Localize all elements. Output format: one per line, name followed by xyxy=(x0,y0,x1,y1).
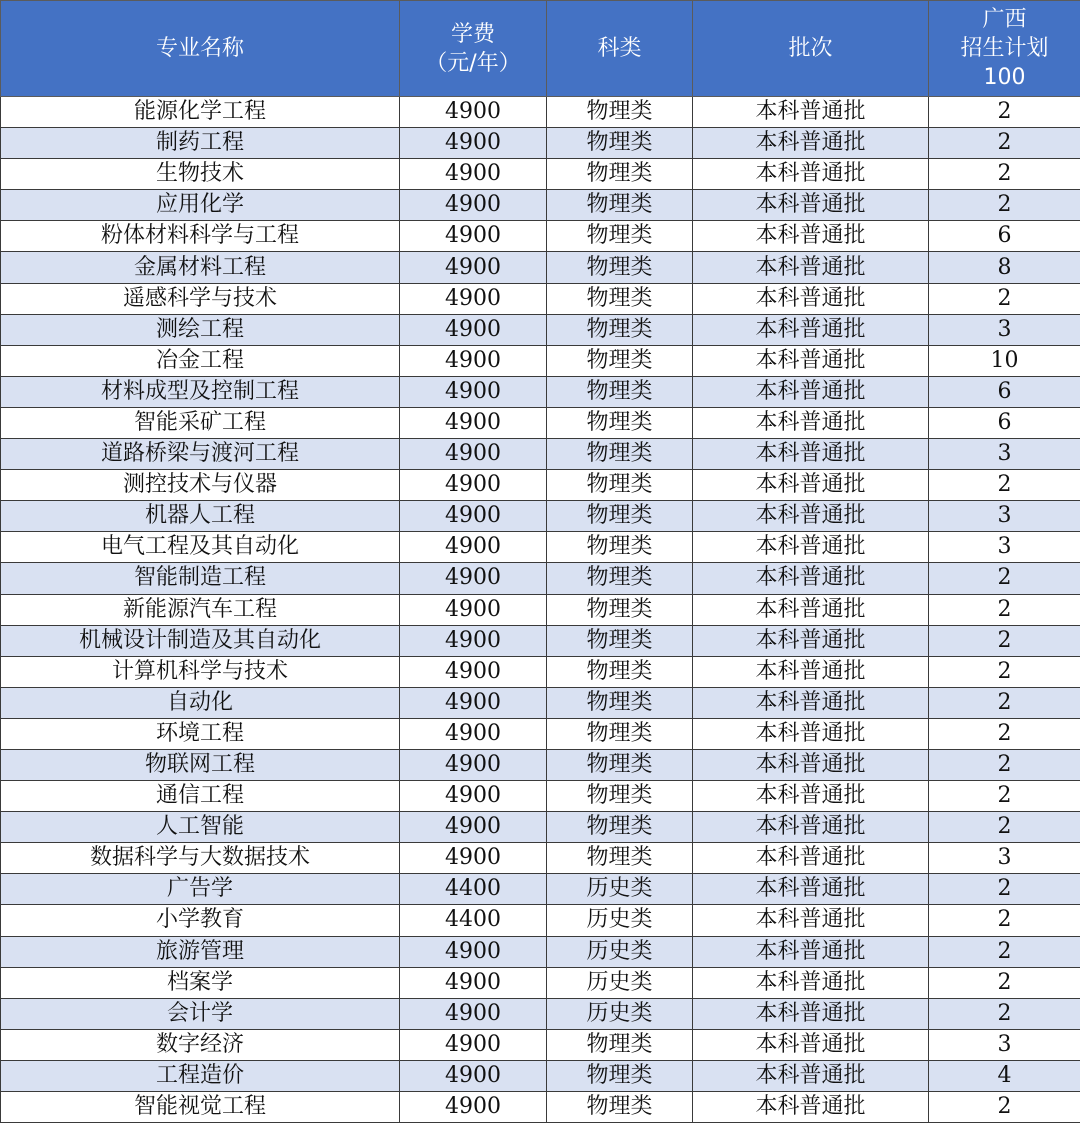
subject-cell: 物理类 xyxy=(547,625,693,656)
major-cell: 环境工程 xyxy=(1,718,400,749)
tuition-cell: 4900 xyxy=(400,532,547,563)
tuition-cell: 4400 xyxy=(400,874,547,905)
tuition-cell: 4900 xyxy=(400,252,547,283)
tuition-cell: 4900 xyxy=(400,190,547,221)
major-cell: 金属材料工程 xyxy=(1,252,400,283)
subject-cell: 历史类 xyxy=(547,936,693,967)
major-cell: 材料成型及控制工程 xyxy=(1,376,400,407)
batch-cell: 本科普通批 xyxy=(693,407,929,438)
batch-cell: 本科普通批 xyxy=(693,687,929,718)
header-tuition-line1: 学费 xyxy=(400,20,546,49)
subject-cell: 物理类 xyxy=(547,128,693,159)
batch-cell: 本科普通批 xyxy=(693,749,929,780)
subject-cell: 物理类 xyxy=(547,718,693,749)
tuition-cell: 4900 xyxy=(400,439,547,470)
subject-cell: 物理类 xyxy=(547,407,693,438)
table-row xyxy=(1,470,1080,501)
plan-cell: 6 xyxy=(929,376,1080,407)
table-row xyxy=(1,936,1080,967)
table-row xyxy=(1,967,1080,998)
major-cell: 机器人工程 xyxy=(1,501,400,532)
tuition-cell: 4900 xyxy=(400,936,547,967)
tuition-cell: 4900 xyxy=(400,967,547,998)
table-row xyxy=(1,874,1080,905)
major-cell: 电气工程及其自动化 xyxy=(1,532,400,563)
batch-cell: 本科普通批 xyxy=(693,594,929,625)
subject-cell: 物理类 xyxy=(547,376,693,407)
tuition-cell: 4900 xyxy=(400,159,547,190)
plan-cell: 2 xyxy=(929,749,1080,780)
major-cell: 数字经济 xyxy=(1,1029,400,1060)
table-row xyxy=(1,532,1080,563)
tuition-cell: 4900 xyxy=(400,376,547,407)
subject-cell: 物理类 xyxy=(547,843,693,874)
tuition-cell: 4900 xyxy=(400,749,547,780)
tuition-cell: 4900 xyxy=(400,843,547,874)
tuition-cell: 4900 xyxy=(400,687,547,718)
plan-cell: 3 xyxy=(929,843,1080,874)
subject-cell: 历史类 xyxy=(547,998,693,1029)
batch-cell: 本科普通批 xyxy=(693,221,929,252)
major-cell: 物联网工程 xyxy=(1,749,400,780)
tuition-cell: 4900 xyxy=(400,781,547,812)
plan-cell: 2 xyxy=(929,159,1080,190)
plan-cell: 2 xyxy=(929,998,1080,1029)
tuition-cell: 4900 xyxy=(400,998,547,1029)
subject-cell: 物理类 xyxy=(547,221,693,252)
plan-cell: 2 xyxy=(929,812,1080,843)
batch-cell: 本科普通批 xyxy=(693,97,929,128)
header-plan-line2: 招生计划 xyxy=(929,34,1080,63)
header-tuition xyxy=(400,1,547,97)
plan-cell: 2 xyxy=(929,718,1080,749)
plan-cell: 2 xyxy=(929,470,1080,501)
major-cell: 人工智能 xyxy=(1,812,400,843)
header-plan-total: 100 xyxy=(929,63,1080,92)
plan-cell: 2 xyxy=(929,936,1080,967)
plan-cell: 3 xyxy=(929,501,1080,532)
subject-cell: 物理类 xyxy=(547,283,693,314)
tuition-cell: 4900 xyxy=(400,97,547,128)
subject-cell: 物理类 xyxy=(547,687,693,718)
major-cell: 道路桥梁与渡河工程 xyxy=(1,439,400,470)
table-row xyxy=(1,128,1080,159)
batch-cell: 本科普通批 xyxy=(693,1060,929,1091)
tuition-cell: 4900 xyxy=(400,221,547,252)
table-row xyxy=(1,376,1080,407)
major-cell: 遥感科学与技术 xyxy=(1,283,400,314)
major-cell: 计算机科学与技术 xyxy=(1,656,400,687)
tuition-cell: 4900 xyxy=(400,812,547,843)
batch-cell: 本科普通批 xyxy=(693,563,929,594)
tuition-cell: 4900 xyxy=(400,345,547,376)
subject-cell: 物理类 xyxy=(547,594,693,625)
table-row xyxy=(1,998,1080,1029)
plan-cell: 3 xyxy=(929,314,1080,345)
plan-cell: 3 xyxy=(929,1029,1080,1060)
plan-cell: 2 xyxy=(929,781,1080,812)
batch-cell: 本科普通批 xyxy=(693,439,929,470)
header-batch-label: 批次 xyxy=(693,34,928,63)
batch-cell: 本科普通批 xyxy=(693,625,929,656)
table-row xyxy=(1,563,1080,594)
tuition-cell: 4900 xyxy=(400,656,547,687)
plan-cell: 3 xyxy=(929,532,1080,563)
plan-cell: 8 xyxy=(929,252,1080,283)
header-major xyxy=(1,1,400,97)
table-row xyxy=(1,221,1080,252)
batch-cell: 本科普通批 xyxy=(693,936,929,967)
batch-cell: 本科普通批 xyxy=(693,532,929,563)
batch-cell: 本科普通批 xyxy=(693,345,929,376)
table-row xyxy=(1,1092,1080,1123)
tuition-cell: 4900 xyxy=(400,1060,547,1091)
subject-cell: 物理类 xyxy=(547,501,693,532)
table-row xyxy=(1,190,1080,221)
subject-cell: 历史类 xyxy=(547,905,693,936)
plan-cell: 2 xyxy=(929,967,1080,998)
batch-cell: 本科普通批 xyxy=(693,812,929,843)
batch-cell: 本科普通批 xyxy=(693,314,929,345)
subject-cell: 物理类 xyxy=(547,1029,693,1060)
batch-cell: 本科普通批 xyxy=(693,998,929,1029)
subject-cell: 物理类 xyxy=(547,749,693,780)
subject-cell: 物理类 xyxy=(547,563,693,594)
batch-cell: 本科普通批 xyxy=(693,128,929,159)
major-cell: 机械设计制造及其自动化 xyxy=(1,625,400,656)
header-tuition-line2: （元/年） xyxy=(400,49,546,78)
batch-cell: 本科普通批 xyxy=(693,967,929,998)
tuition-cell: 4900 xyxy=(400,563,547,594)
table-header xyxy=(1,1,1080,97)
subject-cell: 物理类 xyxy=(547,97,693,128)
table-row xyxy=(1,905,1080,936)
table-row xyxy=(1,718,1080,749)
tuition-cell: 4900 xyxy=(400,128,547,159)
plan-cell: 2 xyxy=(929,594,1080,625)
subject-cell: 物理类 xyxy=(547,781,693,812)
batch-cell: 本科普通批 xyxy=(693,905,929,936)
table-row xyxy=(1,812,1080,843)
batch-cell: 本科普通批 xyxy=(693,718,929,749)
major-cell: 智能制造工程 xyxy=(1,563,400,594)
major-cell: 智能采矿工程 xyxy=(1,407,400,438)
plan-cell: 2 xyxy=(929,625,1080,656)
header-batch xyxy=(693,1,929,97)
plan-cell: 10 xyxy=(929,345,1080,376)
subject-cell: 物理类 xyxy=(547,532,693,563)
header-subject xyxy=(547,1,693,97)
header-major-label: 专业名称 xyxy=(1,34,399,63)
table-row xyxy=(1,656,1080,687)
tuition-cell: 4900 xyxy=(400,594,547,625)
plan-cell: 2 xyxy=(929,874,1080,905)
batch-cell: 本科普通批 xyxy=(693,159,929,190)
major-cell: 测绘工程 xyxy=(1,314,400,345)
major-cell: 生物技术 xyxy=(1,159,400,190)
tuition-cell: 4900 xyxy=(400,283,547,314)
batch-cell: 本科普通批 xyxy=(693,656,929,687)
plan-cell: 2 xyxy=(929,905,1080,936)
major-cell: 测控技术与仪器 xyxy=(1,470,400,501)
plan-cell: 2 xyxy=(929,283,1080,314)
tuition-cell: 4900 xyxy=(400,501,547,532)
batch-cell: 本科普通批 xyxy=(693,470,929,501)
header-row xyxy=(1,1,1080,97)
table-row xyxy=(1,314,1080,345)
header-plan-line1: 广西 xyxy=(929,5,1080,34)
table-row xyxy=(1,625,1080,656)
major-cell: 自动化 xyxy=(1,687,400,718)
subject-cell: 历史类 xyxy=(547,967,693,998)
tuition-cell: 4400 xyxy=(400,905,547,936)
subject-cell: 历史类 xyxy=(547,874,693,905)
major-cell: 广告学 xyxy=(1,874,400,905)
batch-cell: 本科普通批 xyxy=(693,843,929,874)
header-subject-label: 科类 xyxy=(547,34,692,63)
subject-cell: 物理类 xyxy=(547,159,693,190)
tuition-cell: 4900 xyxy=(400,1029,547,1060)
major-cell: 智能视觉工程 xyxy=(1,1092,400,1123)
table-row xyxy=(1,781,1080,812)
plan-cell: 6 xyxy=(929,221,1080,252)
table-row xyxy=(1,1029,1080,1060)
plan-cell: 6 xyxy=(929,407,1080,438)
plan-cell: 2 xyxy=(929,563,1080,594)
major-cell: 会计学 xyxy=(1,998,400,1029)
batch-cell: 本科普通批 xyxy=(693,781,929,812)
plan-cell: 2 xyxy=(929,687,1080,718)
tuition-cell: 4900 xyxy=(400,314,547,345)
subject-cell: 物理类 xyxy=(547,1092,693,1123)
table-row xyxy=(1,159,1080,190)
table-row xyxy=(1,1060,1080,1091)
subject-cell: 物理类 xyxy=(547,812,693,843)
table-row xyxy=(1,749,1080,780)
plan-cell: 2 xyxy=(929,1092,1080,1123)
major-cell: 通信工程 xyxy=(1,781,400,812)
table-row xyxy=(1,283,1080,314)
tuition-cell: 4900 xyxy=(400,625,547,656)
batch-cell: 本科普通批 xyxy=(693,874,929,905)
batch-cell: 本科普通批 xyxy=(693,376,929,407)
table-row xyxy=(1,843,1080,874)
tuition-cell: 4900 xyxy=(400,718,547,749)
subject-cell: 物理类 xyxy=(547,1060,693,1091)
table-row xyxy=(1,687,1080,718)
major-cell: 冶金工程 xyxy=(1,345,400,376)
header-plan xyxy=(929,1,1080,97)
subject-cell: 物理类 xyxy=(547,252,693,283)
plan-cell: 2 xyxy=(929,97,1080,128)
batch-cell: 本科普通批 xyxy=(693,252,929,283)
major-cell: 工程造价 xyxy=(1,1060,400,1091)
plan-cell: 3 xyxy=(929,439,1080,470)
tuition-cell: 4900 xyxy=(400,470,547,501)
major-cell: 制药工程 xyxy=(1,128,400,159)
table-row xyxy=(1,345,1080,376)
major-cell: 旅游管理 xyxy=(1,936,400,967)
major-cell: 粉体材料科学与工程 xyxy=(1,221,400,252)
table-row xyxy=(1,594,1080,625)
subject-cell: 物理类 xyxy=(547,190,693,221)
batch-cell: 本科普通批 xyxy=(693,1092,929,1123)
batch-cell: 本科普通批 xyxy=(693,1029,929,1060)
table-row xyxy=(1,252,1080,283)
plan-cell: 4 xyxy=(929,1060,1080,1091)
table-row xyxy=(1,439,1080,470)
subject-cell: 物理类 xyxy=(547,656,693,687)
major-cell: 档案学 xyxy=(1,967,400,998)
subject-cell: 物理类 xyxy=(547,314,693,345)
tuition-cell: 4900 xyxy=(400,1092,547,1123)
batch-cell: 本科普通批 xyxy=(693,501,929,532)
batch-cell: 本科普通批 xyxy=(693,190,929,221)
tuition-cell: 4900 xyxy=(400,407,547,438)
major-cell: 能源化学工程 xyxy=(1,97,400,128)
table-row xyxy=(1,501,1080,532)
table-row xyxy=(1,407,1080,438)
plan-cell: 2 xyxy=(929,656,1080,687)
subject-cell: 物理类 xyxy=(547,470,693,501)
subject-cell: 物理类 xyxy=(547,439,693,470)
subject-cell: 物理类 xyxy=(547,345,693,376)
table-body xyxy=(1,97,1080,1123)
plan-cell: 2 xyxy=(929,128,1080,159)
major-cell: 应用化学 xyxy=(1,190,400,221)
major-cell: 新能源汽车工程 xyxy=(1,594,400,625)
major-cell: 数据科学与大数据技术 xyxy=(1,843,400,874)
major-cell: 小学教育 xyxy=(1,905,400,936)
table-row xyxy=(1,97,1080,128)
plan-cell: 2 xyxy=(929,190,1080,221)
batch-cell: 本科普通批 xyxy=(693,283,929,314)
